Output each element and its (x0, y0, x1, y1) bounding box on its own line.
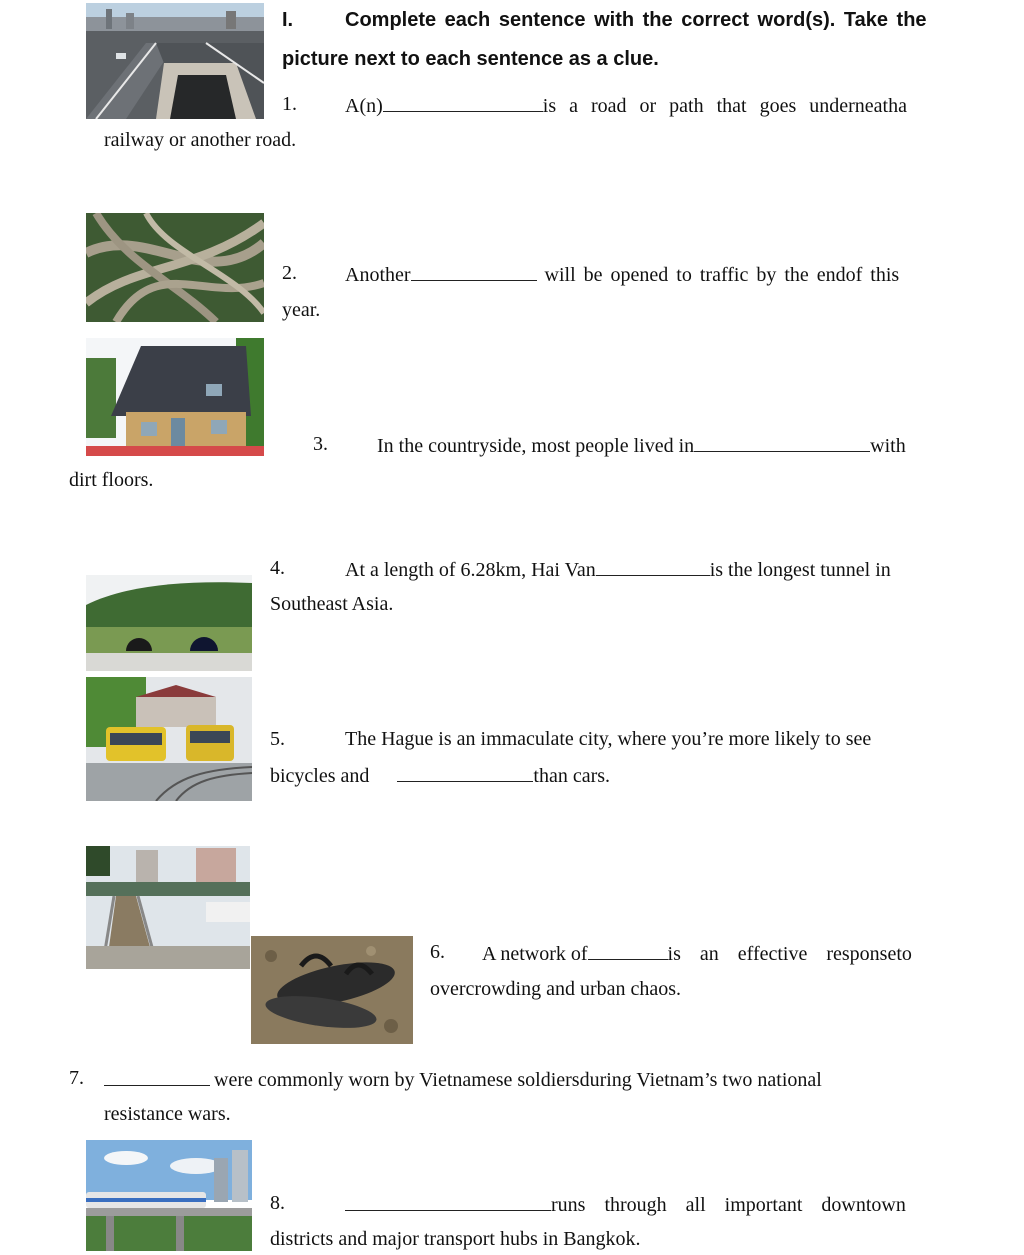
item-6-number: 6. (430, 941, 445, 963)
item-4-line2: Southeast Asia. (270, 593, 394, 615)
item-5-line2 (270, 763, 610, 788)
item-3-number: 3. (313, 433, 328, 455)
instruction-line-1: Complete each sentence with the correct word(s). Take the (345, 9, 927, 31)
item-2-text (345, 262, 899, 287)
item-7-text (104, 1067, 822, 1092)
item-1-line2: railway or another road. (104, 129, 297, 151)
item-5-text: The Hague is an immaculate city, where you’re more likely to see (345, 728, 872, 750)
item-8-after: runs through all important downtown (551, 1194, 906, 1216)
instruction-line-2: picture next to each sentence as a clue. (282, 48, 659, 70)
item-8-line2: districts and major transport hubs in Bangkok. (270, 1228, 641, 1250)
item-4-before: At a length of 6.28km, Hai Van (345, 559, 596, 581)
section-numeral: I. (282, 9, 294, 31)
skytrain-picture (86, 1140, 252, 1251)
item-4-number: 4. (270, 557, 285, 579)
cottage-picture (86, 338, 264, 456)
item-1-after: is a road or path that goes underneatha (542, 95, 907, 117)
answer-blank-1[interactable] (383, 93, 543, 112)
item-3-line2: dirt floors. (69, 469, 154, 491)
answer-blank-7[interactable] (104, 1067, 210, 1086)
item-4-text (345, 557, 891, 582)
item-3-text (377, 433, 906, 458)
tunnel-picture (86, 575, 252, 671)
item-2-after: will be opened to traffic by the endof this (544, 264, 900, 286)
item-6-before: A network of (482, 943, 588, 965)
item-4-after: is the longest tunnel in (709, 559, 891, 581)
item-8-number: 8. (270, 1192, 285, 1214)
answer-blank-5[interactable] (397, 763, 533, 782)
item-6-text (482, 941, 912, 966)
footbridge-picture (86, 846, 250, 969)
item-1-text (345, 93, 907, 118)
item-2-number: 2. (282, 262, 297, 284)
item-5-line2-before: bicycles and (270, 765, 370, 787)
item-1-before: A(n) (345, 95, 383, 117)
item-6-line2: overcrowding and urban chaos. (430, 978, 682, 1000)
answer-blank-8[interactable] (345, 1192, 551, 1211)
interchange-picture (86, 213, 264, 322)
item-2-line2: year. (282, 299, 321, 321)
item-8-text (345, 1192, 906, 1217)
item-3-before: In the countryside, most people lived in (377, 435, 695, 457)
tram-picture (86, 677, 252, 801)
underpass-picture (86, 3, 264, 119)
item-7-number: 7. (69, 1067, 84, 1089)
answer-blank-2[interactable] (411, 262, 537, 281)
answer-blank-3[interactable] (694, 433, 870, 452)
item-3-after: with (870, 435, 906, 457)
item-2-before: Another (345, 264, 411, 286)
item-6-after: is an effective responseto (667, 943, 912, 965)
item-7-after: were commonly worn by Vietnamese soldiersduring Vietnam’s two national (214, 1069, 822, 1091)
answer-blank-6[interactable] (588, 941, 668, 960)
answer-blank-4[interactable] (596, 557, 710, 576)
sandals-picture (251, 936, 413, 1044)
item-5-line2-after: than cars. (533, 765, 611, 787)
item-1-number: 1. (282, 93, 297, 115)
item-5-number: 5. (270, 728, 285, 750)
item-7-line2: resistance wars. (104, 1103, 231, 1125)
